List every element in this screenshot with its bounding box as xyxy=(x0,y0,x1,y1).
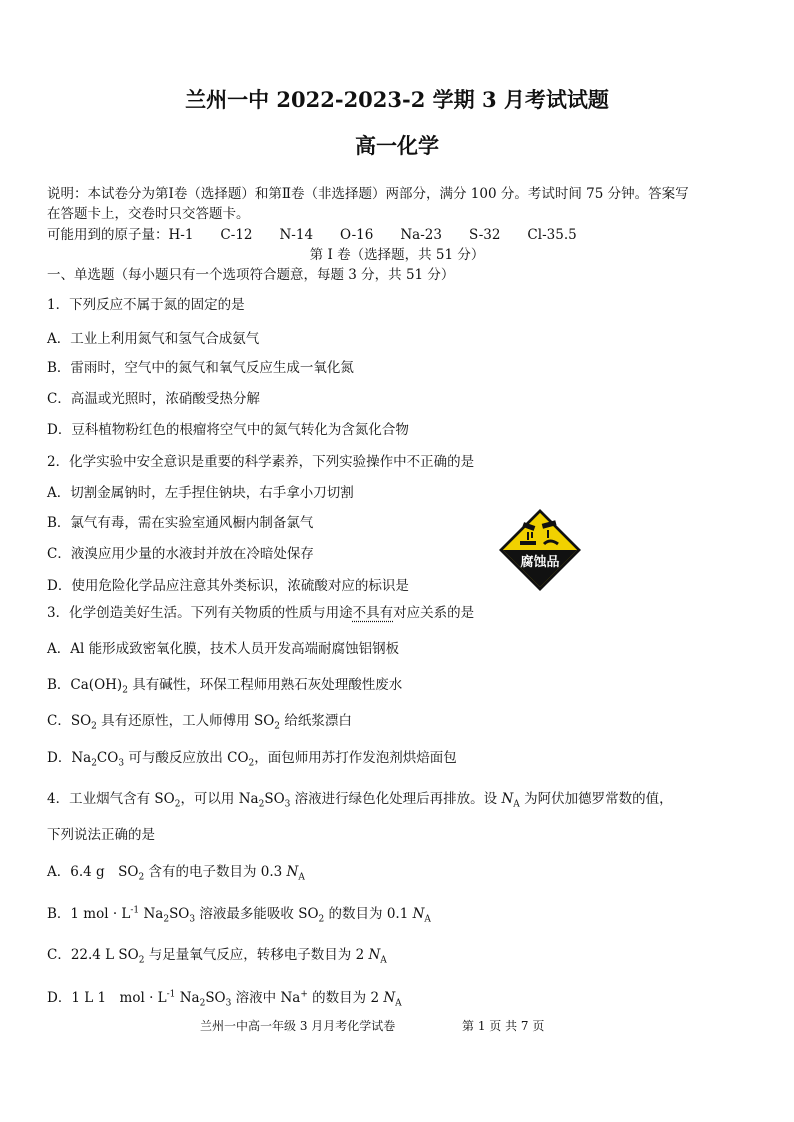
exam-title: 兰州一中 2022-2023-2 学期 3 月考试试题 xyxy=(185,87,609,112)
q1-option-a: A．工业上利用氮气和氢气合成氨气 xyxy=(47,331,260,347)
q2-option-b: B．氯气有毒，需在实验室通风橱内制备氯气 xyxy=(47,515,314,531)
q2-option-a: A．切割金属钠时，左手捏住钠块，右手拿小刀切割 xyxy=(47,485,354,501)
instructions-line-1: 说明：本试卷分为第Ⅰ卷（选择题）和第Ⅱ卷（非选择题）两部分，满分 100 分。考试时间 75 分钟。答案写 xyxy=(47,186,689,202)
footer-exam-name: 兰州一中高一年级 3 月月考化学试卷 xyxy=(200,1019,396,1033)
q2-stem: 2．化学实验中安全意识是重要的科学素养，下列实验操作中不正确的是 xyxy=(47,454,475,470)
q3-option-c: C．$SO_2$ 具有还原性，工人师傅用 $SO_2$ 给纸浆漂白 xyxy=(47,713,352,732)
emphasis-dotted: 不具有 xyxy=(352,605,394,621)
q1-option-b: B．雷雨时，空气中的氮气和氧气反应生成一氧化氮 xyxy=(47,360,354,376)
q3-option-d: D．$Na_2CO_3$ 可与酸反应放出 $CO_2$，面包师用苏打作发泡剂烘焙面包 xyxy=(47,750,457,769)
q1-option-d: D．豆科植物粉红色的根瘤将空气中的氮气转化为含氮化合物 xyxy=(47,422,409,438)
corrosive-hazard-sign-icon xyxy=(498,508,582,592)
exam-subtitle: 高一化学 xyxy=(355,133,439,158)
q1-option-c: C．高温或光照时，浓硝酸受热分解 xyxy=(47,391,260,407)
q3-option-b: B．$Ca(OH)_2$ 具有碱性，环保工程师用熟石灰处理酸性废水 xyxy=(47,677,403,696)
q4-stem-line-1: 4．工业烟气含有 $SO_2$，可以用 $Na_2SO_3$ 溶液进行绿色化处理后再排放。设 $N_A$ 为阿伏加德罗常数的值， xyxy=(47,791,673,810)
q4-stem-line-2: 下列说法正确的是 xyxy=(47,827,155,843)
q2-option-d: D．使用危险化学品应注意其外类标识，浓硫酸对应的标识是 xyxy=(47,578,409,594)
section-title: 第 Ⅰ 卷（选择题，共 51 分） xyxy=(309,247,485,263)
part-title: 一、单选题（每小题只有一个选项符合题意，每题 3 分，共 51 分） xyxy=(47,267,455,283)
footer-page-number: 第 1 页 共 7 页 xyxy=(462,1019,545,1033)
atomic-masses: 可能用到的原子量：H-1 C-12 N-14 O-16 Na-23 S-32 Cl-35.5 xyxy=(47,227,577,243)
q4-option-b: B．1 mol · $L^{-1}$ $Na_2SO_3$ 溶液最多能吸收 $SO_2$ 的数目为 0.1 $N_A$ xyxy=(47,905,431,925)
q2-option-c: C．液溴应用少量的水液封并放在冷暗处保存 xyxy=(47,546,314,562)
q1-stem: 1．下列反应不属于氮的固定的是 xyxy=(47,297,245,313)
hazard-sign-label: 腐蚀品 xyxy=(520,555,560,570)
q3-option-a: A．Al 能形成致密氧化膜，技术人员开发高端耐腐蚀铝钢板 xyxy=(47,641,400,657)
q4-option-c: C．22.4 L $SO_2$ 与足量氧气反应，转移电子数目为 2 $N_A$ xyxy=(47,947,387,966)
q4-option-a: A．6.4 g $SO_2$ 含有的电子数目为 0.3 $N_A$ xyxy=(47,864,305,883)
q3-stem: 3．化学创造美好生活。下列有关物质的性质与用途不具有对应关系的是 xyxy=(47,605,475,621)
q4-option-d: D．1 L 1 mol · $L^{-1}$ $Na_2SO_3$ 溶液中 Na+ 的数目为 2 $N_A$ xyxy=(47,989,402,1009)
instructions-line-2: 在答题卡上，交卷时只交答题卡。 xyxy=(47,206,250,222)
